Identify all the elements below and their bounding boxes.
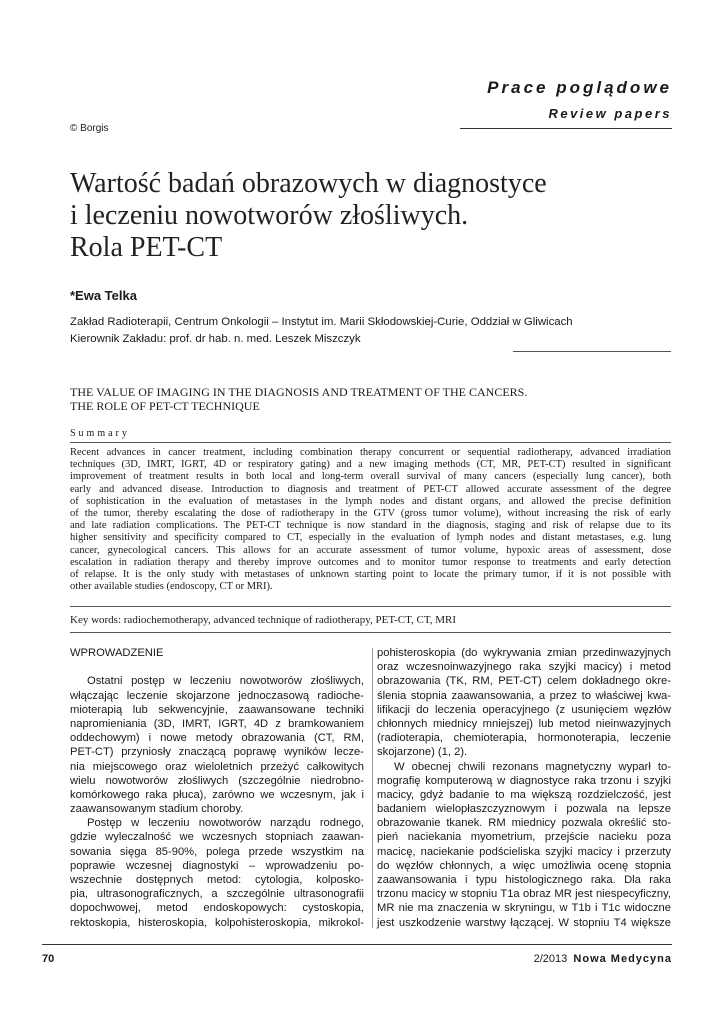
keywords: Key words: radiochemotherapy, advanced technique of radiotherapy, PET-CT, CT, MRI xyxy=(70,614,457,626)
summary-line: Recent advances in cancer treatment, including combination therapy concurrent or sequential radiotherapy, advanced irradiation xyxy=(70,447,671,458)
body-line: dopochwowej, metod endoskopowych: cystoskopia, xyxy=(70,902,364,915)
summary-text xyxy=(70,447,671,593)
summary-line: higher sensitivity and specificity compared to CT, especially in the evaluation of lymph nodes and distant metastases, e.g. lung xyxy=(70,532,671,544)
summary-line: techniques (3D, IMRT, IGRT, 4D or respiratory gating) and a new imaging methods (CT, MR, PET-CT) resulted in significant xyxy=(70,459,671,471)
body-line: do węzłów chłonnych, a więc umożliwia ocenę stopnia xyxy=(377,859,671,872)
summary-line: of the tumor, thereby escalating the dose of radiotherapy in the GTV (gross tumor volume), without increasing the risk of early xyxy=(70,508,671,520)
summary-line: early and advanced disease. Introduction to diagnosis and treatment of PET-CT allowed accurate assessment of the degree xyxy=(70,483,671,495)
body-line: rektoskopia, histeroskopia, kolpohisteroskopia, mikrokol- xyxy=(70,916,364,929)
affiliation-line: Zakład Radioterapii, Centrum Onkologii – Instytut im. Marii Skłodowskiej-Curie, Oddział w Gliwicach xyxy=(70,316,573,328)
summary-rule-top xyxy=(70,442,671,443)
affiliation xyxy=(70,314,670,348)
body-line: wszechnie dostępnych metod: cytologia, kolposko- xyxy=(70,874,364,886)
author-name: *Ewa Telka xyxy=(70,288,137,303)
journal-issue xyxy=(534,953,672,965)
body-column-left xyxy=(70,646,364,930)
body-line: pień naciekania myometrium, przejście nacieku poza xyxy=(377,831,671,844)
body-line: macicę, naciekanie podścieliska szyjki macicy i przerzuty xyxy=(377,845,671,858)
page-number: 70 xyxy=(42,953,55,965)
summary-line: of relapse. It is the only study with metastases of unknown starting point to locate the primary tumor, if it is not possible with xyxy=(70,569,671,581)
footer-rule xyxy=(42,944,672,945)
english-title-line: THE ROLE OF PET-CT TECHNIQUE xyxy=(70,399,260,413)
summary-label: Summary xyxy=(70,428,130,439)
keywords-rule xyxy=(70,632,671,633)
body-line: pia, ultrasonograficznych, a szczególnie ultrasonografii xyxy=(70,888,364,901)
body-line: mografię komputerową w diagnostyce raka trzonu i szyjki xyxy=(377,774,671,787)
journal-name: Nowa Medycyna xyxy=(573,953,672,965)
body-line: oraz wczesnoinwazyjnego raka szyjki macicy) i metod xyxy=(377,661,671,674)
body-line: ślenia stopnia zaawansowania, a przez to właściwej kwa- xyxy=(377,689,671,702)
body-line: pohisteroskopia (do wykrywania zmian przedinwazyjnych xyxy=(377,647,671,659)
body-line: sowania sięga 85-90%, polega przede wszystkim na xyxy=(70,845,364,858)
body-line: MR nie ma znaczenia w skryningu, w T1b i T1c widoczne xyxy=(377,902,671,915)
body-line: skojarzone) (1, 2). xyxy=(377,746,468,759)
copyright-notice: © Borgis xyxy=(70,123,109,134)
summary-line: improvement of treatment results in both local and long-term overall survival of many cancers (especially lung cancer), both xyxy=(70,471,671,483)
section-heading: WPROWADZENIE xyxy=(70,647,164,659)
article-title-line: Wartość badań obrazowych w diagnostyce xyxy=(70,168,547,199)
column-divider xyxy=(372,648,373,928)
body-line: poprawie wczesnej diagnostyki – wprowadzeniu po- xyxy=(70,859,364,872)
summary-line: and late radiation complications. The PET-CT technique is now standard in the diagnosis, staging and risk of relapse due to its xyxy=(70,520,671,532)
body-line: (radioterapia, chemioterapia, hormonoterapia, leczenie xyxy=(377,732,671,745)
body-line: macicy, gdyż badanie to ma większą rozdzielczość, jest xyxy=(377,788,671,801)
section-label-polish: Prace poglądowe xyxy=(487,78,672,97)
body-line: zaawansowanym stadium choroby. xyxy=(70,803,244,816)
body-line: W obecnej chwili rezonans magnetyczny wyparł to- xyxy=(394,760,671,773)
body-line: jest uszkodzenie warstwy łączącej. W stopniu T4 większe xyxy=(377,916,671,929)
summary-rule-bottom xyxy=(70,606,671,607)
body-line: oddechowym) i nowe metody obrazowania (CT, RM, xyxy=(70,732,364,745)
summary-line: of sophistication in the evaluation of metastases in the lymph nodes and distant organs, and allowed the precise definition xyxy=(70,495,671,507)
body-line: włączając leczenie skojarzone jednoczasową radioche- xyxy=(70,689,364,702)
body-line: badaniem wielopłaszczyznowym i pozwala na lepsze xyxy=(377,803,671,816)
section-label-english: Review papers xyxy=(548,106,672,121)
article-title-line: i leczeniu nowotworów złośliwych. xyxy=(70,200,469,231)
english-title xyxy=(70,385,670,413)
body-line: gdzie wyleczalność we wczesnych stopniach zaawan- xyxy=(70,831,364,844)
affiliation-line: Kierownik Zakładu: prof. dr hab. n. med. Leszek Miszczyk xyxy=(70,333,361,345)
body-line: Ostatni postęp w leczeniu nowotworów złośliwych, xyxy=(87,675,364,688)
body-line: chłonnych miednicy mniejszej) lub metod nieinwazyjnych xyxy=(377,717,671,730)
header-rule xyxy=(460,128,672,129)
article-title xyxy=(70,168,670,264)
body-line: napromieniania (3D, IMRT, IGRT, 4D z bramkowaniem xyxy=(70,717,364,730)
body-line: Postęp w leczeniu nowotworów narządu rodnego, xyxy=(87,817,364,830)
english-title-line: THE VALUE OF IMAGING IN THE DIAGNOSIS AND TREATMENT OF THE CANCERS. xyxy=(70,385,528,399)
body-line: nia miejscowego oraz wieloletnich przeżyć całkowitych xyxy=(70,760,364,773)
summary-line: escalation in radiation therapy and thereby improve outcomes and to monitor tumor response to treatments and early detection xyxy=(70,556,671,568)
summary-line: other available studies (endoscopy, CT or MRI). xyxy=(70,581,273,593)
issue-number: 2/2013 xyxy=(533,953,568,965)
body-line: obrazowanie tkanek. RM miednicy pozwala określić sto- xyxy=(377,817,671,830)
article-title-line: Rola PET-CT xyxy=(70,232,223,263)
body-line: lifikacji do leczenia operacyjnego (z usunięciem węzłów xyxy=(377,703,671,716)
body-line: komórkowego raka płuca), zarówno we wczesnym, jak i xyxy=(70,788,364,801)
affiliation-rule xyxy=(513,351,671,352)
body-line: obrazowania (TK, RM, PET-CT) celem dokładnego okre- xyxy=(377,675,671,688)
body-column-right xyxy=(377,646,671,930)
body-line: wielu nowotworów złośliwych (szczególnie niedrobno- xyxy=(70,774,364,787)
body-line: mioterapią lub sekwencyjnie, zaawansowane techniki xyxy=(70,703,364,716)
body-line: PET-CT) przyniosły znaczącą poprawę wyników lecze- xyxy=(70,746,364,759)
body-line: zaawansowania i typu histologicznego raka. Dla raka xyxy=(377,874,671,886)
summary-line: cancer, gynecological cancers. This allows for an accurate assessment of tumor volume, hypoxic areas of assessment, dose xyxy=(70,544,671,556)
body-line: trzonu macicy w stopniu T1a obraz MR jest niespecyficzny, xyxy=(377,888,671,901)
